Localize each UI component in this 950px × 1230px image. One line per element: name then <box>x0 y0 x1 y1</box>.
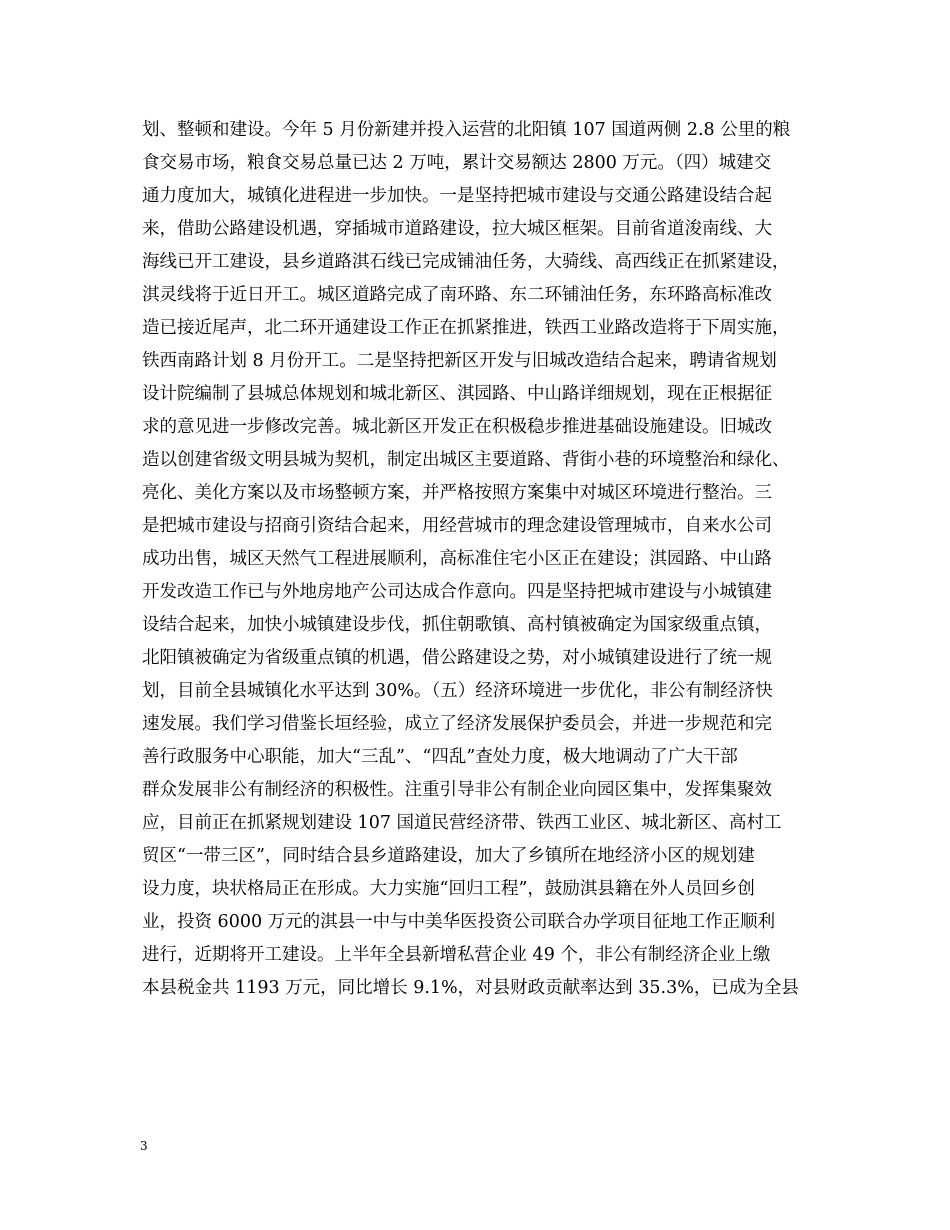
text-line: 开发改造工作已与外地房地产公司达成合作意向。四是坚持把城市建设与小城镇建 <box>142 582 772 602</box>
text-line: 设计院编制了县城总体规划和城北新区、淇园路、中山路详细规划，现在正根据征 <box>142 384 772 404</box>
text-line: 北阳镇被确定为省级重点镇的机遇，借公路建设之势，对小城镇建设进行了统一规 <box>142 648 772 668</box>
text-line: 本县税金共 1193 万元，同比增长 9.1%，对县财政贡献率达到 35.3%，已成为全县 <box>142 978 799 998</box>
text-line: 设力度，块状格局正在形成。大力实施“回归工程”，鼓励淇县籍在外人员回乡创 <box>142 879 755 899</box>
text-line: 通力度加大，城镇化进程进一步加快。一是坚持把城市建设与交通公路建设结合起 <box>142 186 772 206</box>
text-line: 速发展。我们学习借鉴长垣经验，成立了经济发展保护委员会，并进一步规范和完 <box>142 714 772 734</box>
text-line: 善行政服务中心职能，加大“三乱”、“四乱”查处力度，极大地调动了广大干部 <box>142 747 738 767</box>
text-line: 成功出售，城区天然气工程进展顺利，高标准住宅小区正在建设；淇园路、中山路 <box>142 549 772 569</box>
body-text <box>142 114 822 1005</box>
text-line: 淇灵线将于近日开工。城区道路完成了南环路、东二环铺油任务，东环路高标准改 <box>142 285 772 305</box>
text-line: 海线已开工建设，县乡道路淇石线已完成铺油任务，大骑线、高西线正在抓紧建设， <box>142 252 790 272</box>
text-line: 造以创建省级文明县城为契机，制定出城区主要道路、背街小巷的环境整治和绿化、 <box>142 450 790 470</box>
text-line: 设结合起来，加快小城镇建设步伐，抓住朝歌镇、高村镇被确定为国家级重点镇， <box>142 615 772 635</box>
text-line: 群众发展非公有制经济的积极性。注重引导非公有制企业向园区集中，发挥集聚效 <box>142 780 772 800</box>
text-line: 是把城市建设与招商引资结合起来，用经营城市的理念建设管理城市，自来水公司 <box>142 516 772 536</box>
text-line: 划，目前全县城镇化水平达到 30%。（五）经济环境进一步优化，非公有制经济快 <box>142 681 773 701</box>
text-line: 食交易市场，粮食交易总量已达 2 万吨，累计交易额达 2800 万元。（四）城建交 <box>142 153 772 173</box>
text-line: 铁西南路计划 8 月份开工。二是坚持把新区开发与旧城改造结合起来，聘请省规划 <box>142 351 777 371</box>
text-line: 业，投资 6000 万元的淇县一中与中美华医投资公司联合办学项目征地工作正顺利 <box>142 912 776 932</box>
text-line: 来，借助公路建设机遇，穿插城市道路建设，拉大城区框架。目前省道浚南线、大 <box>142 219 772 239</box>
text-line: 应，目前正在抓紧规划建设 107 国道民营经济带、铁西工业区、城北新区、高村工 <box>142 813 782 833</box>
text-line: 亮化、美化方案以及市场整顿方案，并严格按照方案集中对城区环境进行整治。三 <box>142 483 772 503</box>
text-line: 划、整顿和建设。今年 5 月份新建并投入运营的北阳镇 107 国道两侧 2.8 公里的粮 <box>142 120 791 140</box>
text-line: 进行，近期将开工建设。上半年全县新增私营企业 49 个，非公有制经济企业上缴 <box>142 945 771 965</box>
page-number: 3 <box>140 1139 148 1153</box>
text-line: 贸区“一带三区”，同时结合县乡道路建设，加大了乡镇所在地经济小区的规划建 <box>142 846 755 866</box>
text-line: 造已接近尾声，北二环开通建设工作正在抓紧推进，铁西工业路改造将于下周实施， <box>142 318 790 338</box>
text-line: 求的意见进一步修改完善。城北新区开发正在积极稳步推进基础设施建设。旧城改 <box>142 417 772 437</box>
